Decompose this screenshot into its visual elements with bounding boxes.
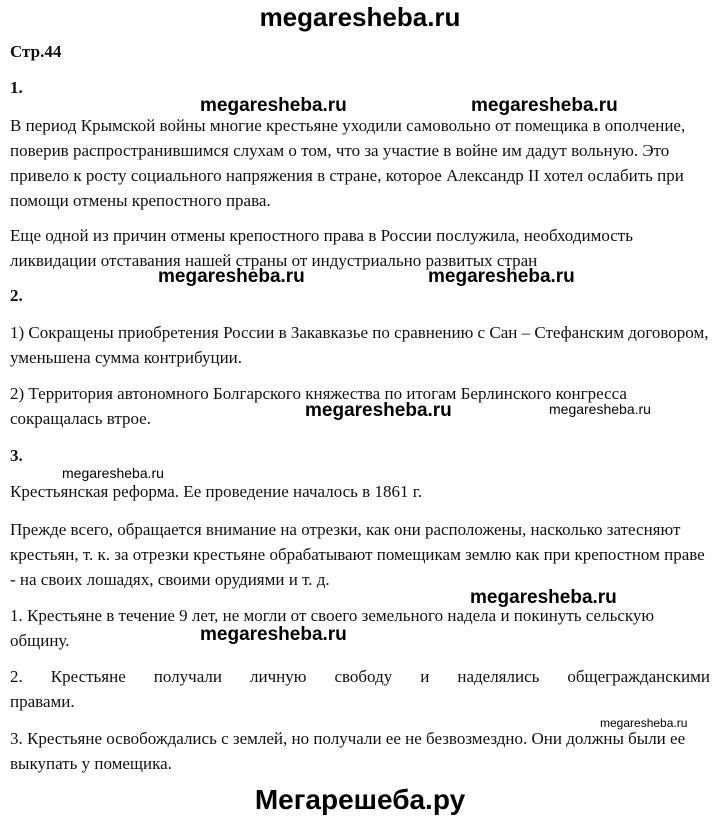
watermark: megaresheba.ru — [549, 401, 651, 417]
question-3-number: 3. — [10, 446, 23, 465]
question-3-paragraph-1: Крестьянская реформа. Ее проведение началось в 1861 г. — [10, 482, 423, 501]
question-1-paragraph-1: В период Крымской войны многие крестьяне уходили самовольно от помещика в ополчение, поверив распространившимся слухам о том, что за участие в войне им дадут вольную. Это привело к росту социального напряжения в стране, которое Александр II хотел ослабить при помощи отмены крепостного права. — [10, 116, 686, 210]
site-footer: Мегарешеба.ру — [254, 784, 466, 815]
watermark: megaresheba.ru — [62, 465, 164, 481]
question-2-paragraph-1: 1) Сокращены приобретения России в Закавказье по сравнению с Сан – Стефанским договором, уменьшена сумма контрибуции. — [10, 323, 709, 367]
question-3-item-1: 1. Крестьяне в течение 9 лет, не могли от своего земельного надела и покинуть сельскую общину. — [10, 606, 655, 650]
site-header: megaresheba.ru — [259, 2, 461, 32]
question-3-item-2-line-1: 2. Крестьяне получали личную свободу и наделялись общегражданскими — [10, 667, 710, 686]
question-1-number: 1. — [10, 78, 23, 97]
question-3-paragraph-2: Прежде всего, обращается внимание на отрезки, как они расположены, насколько затесняют крестьян, т. к. за отрезки крестьяне обрабатывают помещикам землю как при крепостном праве - на своих лошадях, своими орудиями и т. д. — [10, 520, 705, 589]
question-3-item-3: 3. Крестьяне освобождались с землей, но получали ее не безвозмездно. Они должны были ее выкупать у помещика. — [10, 729, 686, 773]
question-3-item-2-line-2: правами. — [10, 692, 75, 711]
watermark: megaresheba.ru — [305, 400, 452, 421]
watermark: megaresheba.ru — [470, 587, 617, 608]
watermark: megaresheba.ru — [471, 95, 618, 116]
question-2-paragraph-2: 2) Территория автономного Болгарского княжества по итогам Берлинского конгресса сокращалась втрое. — [10, 384, 627, 428]
page-label: Стр.44 — [10, 42, 62, 61]
watermark: megaresheba.ru — [600, 716, 688, 730]
watermark: megaresheba.ru — [158, 266, 305, 287]
watermark: megaresheba.ru — [428, 266, 575, 287]
question-2-number: 2. — [10, 286, 23, 305]
watermark: megaresheba.ru — [200, 95, 347, 116]
watermark: megaresheba.ru — [200, 624, 347, 645]
question-3-item-2 — [10, 664, 710, 714]
question-1-paragraph-2: Еще одной из причин отмены крепостного права в России послужила, необходимость ликвидации отставания нашей страны от индустриально развитых стран — [10, 226, 633, 270]
